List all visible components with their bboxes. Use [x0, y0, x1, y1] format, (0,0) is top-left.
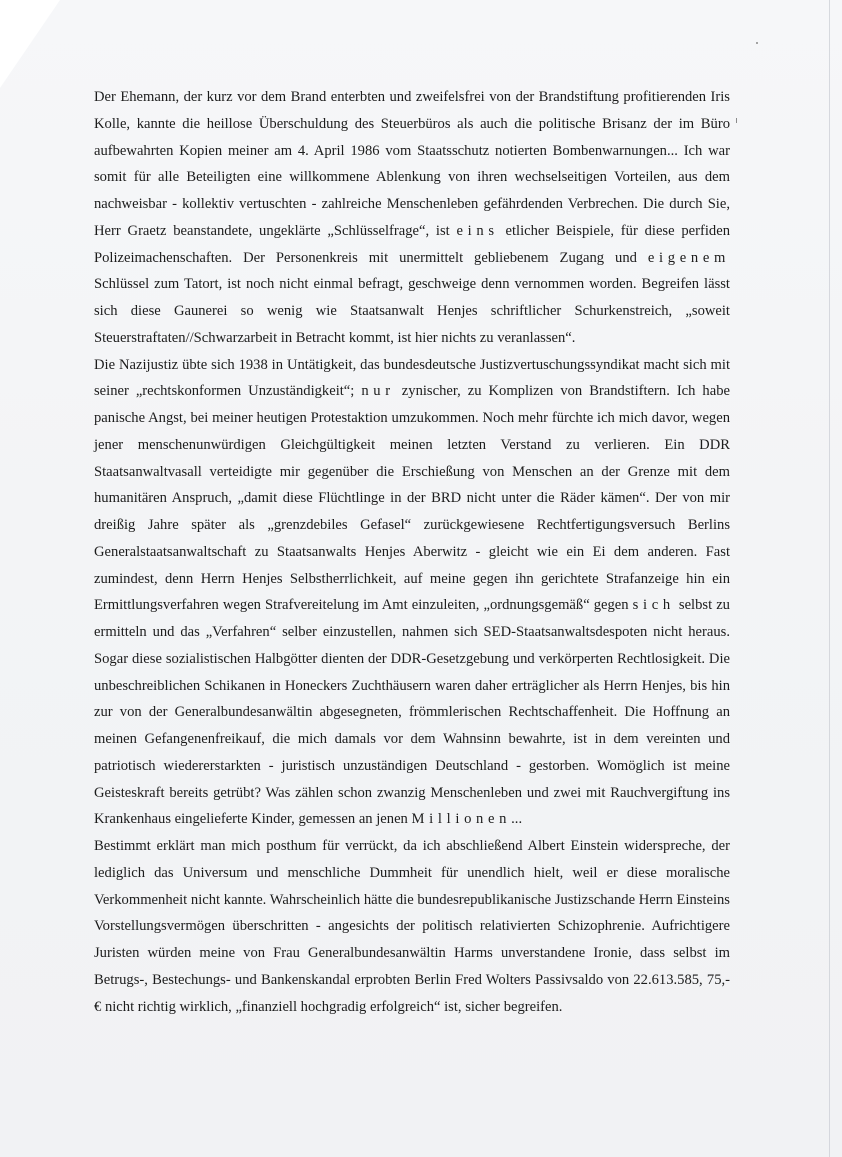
emphasized-word: nur: [361, 383, 395, 400]
text-run: Schlüssel zum Tatort, ist noch nicht einmal befragt, geschweige denn vernommen worden. Begreifen lässt sich diese Gaunerei so wenig wie Staatsanwalt Henjes schriftlicher Schurkenstreich, „soweit Steuerstraftaten//Schwarzarbeit in Betracht kommt, ist hier nichts zu veranlassen“.: [94, 276, 730, 346]
text-run: Bestimmt erklärt man mich posthum für verrückt, da ich abschließend Albert Einstein widerspreche, der lediglich das Universum und menschliche Dummheit für unendlich hielt, weil er diese moralische Verkommenheit nicht kannte. Wahrscheinlich hätte die bundesrepublikanische Justizschande Herrn Einsteins Vorstellungsvermögen überschritten - angesichts der politisch relativierten Schizophrenie. Aufrichtigere Juristen würden meine von Frau Generalbundesanwältin Harms unverstandene Ironie, dass selbst im Betrugs-, Bestechungs- und Bankenskandal erprobten Berlin Fred Wolters Passivsaldo von 22.613.585, 75,- € nicht richtig wirklich, „finanziell hochgradig erfolgreich“ ist, sicher begreifen.: [94, 838, 730, 1015]
scan-edge-line: [829, 0, 830, 1157]
emphasized-word: eins: [456, 222, 499, 239]
text-run: ...: [511, 811, 523, 828]
scan-speck: [756, 42, 758, 44]
scan-speck: [736, 118, 737, 123]
text-run: etlicher Beispiele, für diese perfiden Polizeimachenschaften. Der Personenkreis mit unermittelt gebliebenem Zugang und: [94, 222, 731, 266]
paragraph-1: [94, 84, 730, 352]
text-run: zynischer, zu Komplizen von Brandstiftern. Ich habe panische Angst, bei meiner heutigen Protestaktion umzukommen. Noch mehr fürchte ich mich davor, wegen jener menschenunwürdigen Gleichgültigkeit meinen letzten Verstand zu verlieren. Ein DDR Staatsanwaltvasall verteidigte mir gegenüber die Erschießung von Menschen an der Grenze mit dem humanitären Anspruch, „damit diese Flüchtlinge in der BRD nicht unter die Räder kämen“. Der von mir dreißig Jahre später als „grenzdebiles Gefasel“ zurückgewiesene Rechtfertigungsversuch Berlins Generalstaatsanwaltschaft zu Staatsanwalts Henjes Aberwitz - gleicht wie ein Ei dem anderen. Fast zumindest, denn Herrn Henjes Selbstherrlichkeit, auf meine gegen ihn gerichtete Strafanzeige hin ein Ermittlungsverfahren wegen Strafvereitelung im Amt einzuleiten, „ordnungsgemäß“ gegen: [94, 383, 730, 614]
emphasized-word: Millionen: [411, 811, 512, 828]
emphasized-word: sich: [632, 597, 675, 614]
emphasized-word: eigenem: [647, 249, 730, 266]
text-run: selbst zu ermitteln und das „Verfahren“ selber einzustellen, nahmen sich SED-Staatsanwaltsdespoten nicht heraus. Sogar diese sozialistischen Halbgötter dienten der DDR-Gesetzgebung und verkörperten Rechtlosigkeit. Die unbeschreiblichen Schikanen in Honeckers Zuchthäusern waren daher erträglicher als Herrn Henjes, bis hin zur von der Generalbundesanwältin abgesegneten, frömmlerischen Rechtschaffenheit. Die Hoffnung an meinen Gefangenenfreikauf, die mich damals vor dem Wahnsinn bewahrte, ist in dem vereinten und patriotisch wiedererstarkten - juristisch unzuständigen Deutschland - gestorben. Womöglich ist meine Geisteskraft bereits getrübt? Was zählen schon zwanzig Menschenleben und zwei mit Rauchvergiftung ins Krankenhaus eingelieferte Kinder, gemessen an jenen: [94, 597, 730, 828]
letter-body: [94, 84, 730, 1020]
text-run: Die Nazijustiz übte sich 1938 in Untätigkeit, das bundesdeutsche Justizvertuschungssyndikat macht sich mit seiner „rechtskonformen Unzuständigkeit“;: [94, 356, 730, 400]
paragraph-3: [94, 833, 730, 1020]
text-run: Der Ehemann, der kurz vor dem Brand enterbten und zweifelsfrei von der Brandstiftung profitierenden Iris Kolle, kannte die heillose Überschuldung des Steuerbüros als auch die politische Brisanz der im Büro aufbewahrten Kopien meiner am 4. April 1986 vom Staatsschutz notierten Bombenwarnungen... Ich war somit für alle Beteiligten eine willkommene Ablenkung von ihren wechselseitigen Vorteilen, aus dem nachweisbar - kollektiv vertuschten - zahlreiche Menschenleben gefährdenden Verbrechen. Die durch Sie, Herr Graetz beanstandete, ungeklärte „Schlüsselfrage“, ist: [94, 89, 730, 239]
folded-corner: [0, 0, 60, 88]
paragraph-2: [94, 352, 730, 834]
